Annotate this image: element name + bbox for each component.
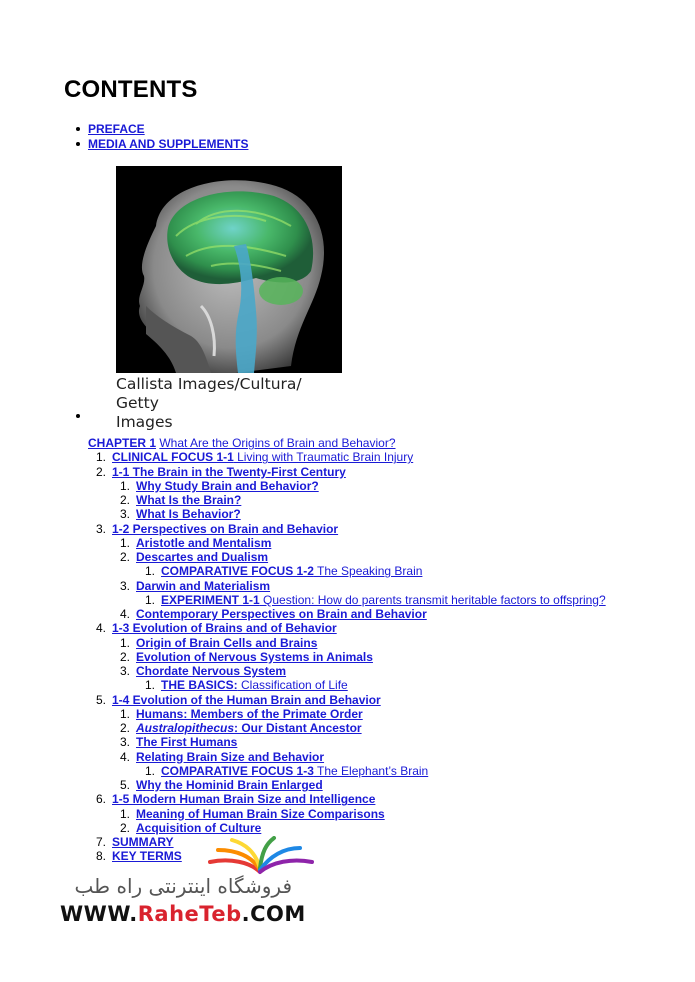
toc-entry-number: 1.	[144, 763, 155, 778]
toc-entry-link[interactable]	[136, 735, 237, 749]
toc-entry-bold: 1-2 Perspectives on Brain and Behavior	[112, 521, 339, 536]
toc-entry-number: 3.	[119, 664, 130, 679]
toc-entry-subtitle: The Elephant’s Brain	[313, 763, 429, 778]
toc-entry-bold: EXPERIMENT 1-1	[161, 592, 260, 607]
toc-entry-link[interactable]	[136, 479, 319, 493]
toc-entry[interactable]	[112, 536, 271, 550]
toc-entry[interactable]	[112, 579, 270, 593]
toc-entry-number: 8.	[95, 849, 106, 864]
toc-entry-link[interactable]	[161, 678, 348, 692]
toc-entry-subtitle: Living with Traumatic Brain Injury	[233, 450, 414, 465]
toc-entry-number: 7.	[95, 835, 106, 850]
toc-entry-link[interactable]	[136, 636, 317, 650]
toc-entry-number: 4.	[95, 621, 106, 636]
toc-entry-link[interactable]	[136, 650, 373, 664]
toc-entry-number: 6.	[95, 792, 106, 807]
toc-entry-link[interactable]	[136, 707, 363, 721]
toc-entry-bold: Darwin and Materialism	[136, 578, 271, 593]
open-book-logo-icon	[200, 836, 320, 876]
toc-entry-bold: 1-5 Modern Human Brain Size and Intelligence	[112, 792, 376, 807]
toc-entry[interactable]	[112, 721, 362, 735]
toc-entry-link[interactable]	[112, 450, 413, 464]
toc-entry-bold: Chordate Nervous System	[136, 664, 287, 679]
toc-entry-link[interactable]	[112, 693, 381, 707]
toc-entry-link[interactable]	[136, 721, 362, 735]
front-matter-list	[88, 122, 248, 151]
toc-entry-bold: CLINICAL FOCUS 1-1	[112, 450, 234, 465]
toc-entry[interactable]	[88, 693, 381, 707]
toc-entry-link[interactable]	[136, 507, 241, 521]
toc-entry-link[interactable]	[112, 465, 346, 479]
toc-entry[interactable]	[112, 650, 373, 664]
toc-entry-subtitle: Question: How do parents transmit heritable factors to offspring?	[259, 592, 606, 607]
toc-entry-number: 1.	[119, 478, 130, 493]
toc-entry-link[interactable]	[136, 607, 427, 621]
toc-entry[interactable]	[112, 664, 286, 678]
toc-entry-link[interactable]	[136, 550, 268, 564]
toc-entry-link[interactable]	[112, 621, 337, 635]
toc-entry-link[interactable]	[161, 764, 428, 778]
toc-entry-bold: 1-4 Evolution of the Human Brain and Behavior	[112, 692, 381, 707]
toc-entry-bold: The First Humans	[136, 735, 238, 750]
toc-entry-number: 3.	[95, 521, 106, 536]
toc-entry-bold: Relating Brain Size and Behavior	[136, 749, 325, 764]
toc-entry-bold: 1-1 The Brain in the Twenty-First Century	[112, 464, 346, 479]
toc-entry[interactable]	[112, 550, 268, 564]
toc-entry-bold: COMPARATIVE FOCUS 1-3	[161, 763, 314, 778]
toc-entry-link[interactable]	[136, 778, 323, 792]
preface-link[interactable]: PREFACE	[88, 122, 145, 136]
toc-entry[interactable]	[88, 522, 338, 536]
toc-entry-bold: Why the Hominid Brain Enlarged	[136, 778, 323, 793]
toc-entry-link[interactable]	[136, 750, 324, 764]
toc-entry-bold: Aristotle and Mentalism	[136, 535, 272, 550]
toc-entry-number: 5.	[119, 778, 130, 793]
page-title: CONTENTS	[64, 76, 198, 103]
toc-entry[interactable]	[112, 479, 319, 493]
list-item	[88, 122, 248, 137]
toc-entry-link[interactable]	[136, 536, 271, 550]
toc-entry[interactable]	[137, 593, 606, 607]
toc-entry-number: 2.	[119, 550, 130, 565]
toc-entry-bold: What Is the Brain?	[136, 493, 242, 508]
bullet-icon	[76, 142, 80, 146]
toc-entry-link[interactable]	[136, 664, 286, 678]
toc-entry[interactable]	[88, 465, 346, 479]
toc-entry[interactable]	[88, 450, 413, 464]
toc-entry-bold: Origin of Brain Cells and Brains	[136, 635, 318, 650]
toc-entry[interactable]	[112, 778, 323, 792]
toc-entry-number: 1.	[119, 635, 130, 650]
toc-entry-subtitle: The Speaking Brain	[313, 564, 423, 579]
toc-entry-bold: Acquisition of Culture	[136, 820, 262, 835]
toc-entry-number: 3.	[119, 507, 130, 522]
media-supplements-link[interactable]: MEDIA AND SUPPLEMENTS	[88, 136, 249, 151]
toc-entry-italic: Australopithecus	[136, 721, 235, 736]
toc-entry-number: 2.	[95, 464, 106, 479]
toc-entry-number: 1.	[144, 678, 155, 693]
toc-entry-number: 1.	[95, 450, 106, 465]
toc-entry-number: 2.	[119, 820, 130, 835]
toc-entry-number: 1.	[144, 564, 155, 579]
toc-entry-bold: Contemporary Perspectives on Brain and Behavior	[136, 607, 427, 622]
toc-entry-bold: THE BASICS:	[161, 678, 238, 693]
figure-caption: Callista Images/Cultura/ Getty Images	[116, 375, 302, 431]
toc-entry-number: 4.	[119, 607, 130, 622]
toc-entry[interactable]	[88, 792, 375, 806]
brain-figure	[116, 166, 342, 432]
chapter-prefix-link[interactable]: CHAPTER 1	[88, 436, 157, 450]
toc-entry[interactable]	[112, 607, 427, 621]
bullet-icon	[76, 414, 80, 418]
toc-entry-bold: 1-3 Evolution of Brains and of Behavior	[112, 621, 337, 636]
chapter-heading[interactable]	[88, 436, 396, 450]
toc-entry-bold: Meaning of Human Brain Size Comparisons	[136, 806, 385, 821]
watermark-url: WWW.RaheTeb.COM	[60, 902, 306, 926]
toc-entry[interactable]	[112, 636, 317, 650]
toc-entry-number: 1.	[119, 706, 130, 721]
toc-entry-bold: Descartes and Dualism	[136, 550, 269, 565]
toc-entry[interactable]	[112, 493, 241, 507]
toc-entry[interactable]	[112, 707, 363, 721]
toc-entry-link[interactable]	[136, 821, 261, 835]
toc-entry[interactable]	[137, 564, 422, 578]
toc-entry-number: 1.	[119, 535, 130, 550]
toc-entry-link[interactable]	[112, 792, 375, 806]
chapter-title-link[interactable]: What Are the Origins of Brain and Behavior?	[159, 436, 396, 450]
list-item	[88, 137, 248, 152]
toc-entry-link[interactable]	[136, 807, 385, 821]
toc-entry[interactable]	[88, 621, 337, 635]
raheteb-watermark	[60, 836, 306, 930]
toc-entry-number: 1.	[144, 592, 155, 607]
toc-entry[interactable]	[137, 764, 428, 778]
toc-entry-link[interactable]	[161, 593, 606, 607]
toc-entry-number: 2.	[119, 721, 130, 736]
toc-entry-number: 2.	[119, 493, 130, 508]
toc-entry-number: 3.	[119, 578, 130, 593]
toc-entry[interactable]	[112, 821, 261, 835]
toc-entry-number: 1.	[119, 806, 130, 821]
toc-entry-bold: Humans: Members of the Primate Order	[136, 706, 363, 721]
watermark-persian-text: فروشگاه اینترنتی راه طب	[74, 874, 292, 898]
toc-entry-number: 5.	[95, 692, 106, 707]
toc-entry-number: 2.	[119, 649, 130, 664]
toc-entry[interactable]	[112, 750, 324, 764]
toc-entry-bold: SUMMARY	[112, 835, 174, 850]
toc-entry-link[interactable]	[136, 493, 241, 507]
toc-entry[interactable]	[112, 807, 385, 821]
toc-entry[interactable]	[137, 678, 348, 692]
toc-entry[interactable]	[112, 507, 241, 521]
toc-entry[interactable]	[112, 735, 237, 749]
toc-entry-bold: COMPARATIVE FOCUS 1-2	[161, 564, 314, 579]
toc-entry-bold: KEY TERMS	[112, 849, 182, 864]
toc-entry-link[interactable]	[136, 579, 270, 593]
toc-entry-bold: What Is Behavior?	[136, 507, 241, 522]
toc-entry-bold-rest: : Our Distant Ancestor	[234, 721, 362, 736]
toc-entry-number: 3.	[119, 735, 130, 750]
brain-mri-image	[116, 166, 342, 373]
toc-entry-link[interactable]	[112, 522, 338, 536]
toc-entry-number: 4.	[119, 749, 130, 764]
toc-entry-bold: Evolution of Nervous Systems in Animals	[136, 649, 373, 664]
toc-entry-bold: Why Study Brain and Behavior?	[136, 478, 319, 493]
toc-entry-subtitle: Classification of Life	[237, 678, 348, 693]
toc-entry-link[interactable]	[161, 564, 422, 578]
bullet-icon	[76, 127, 80, 131]
